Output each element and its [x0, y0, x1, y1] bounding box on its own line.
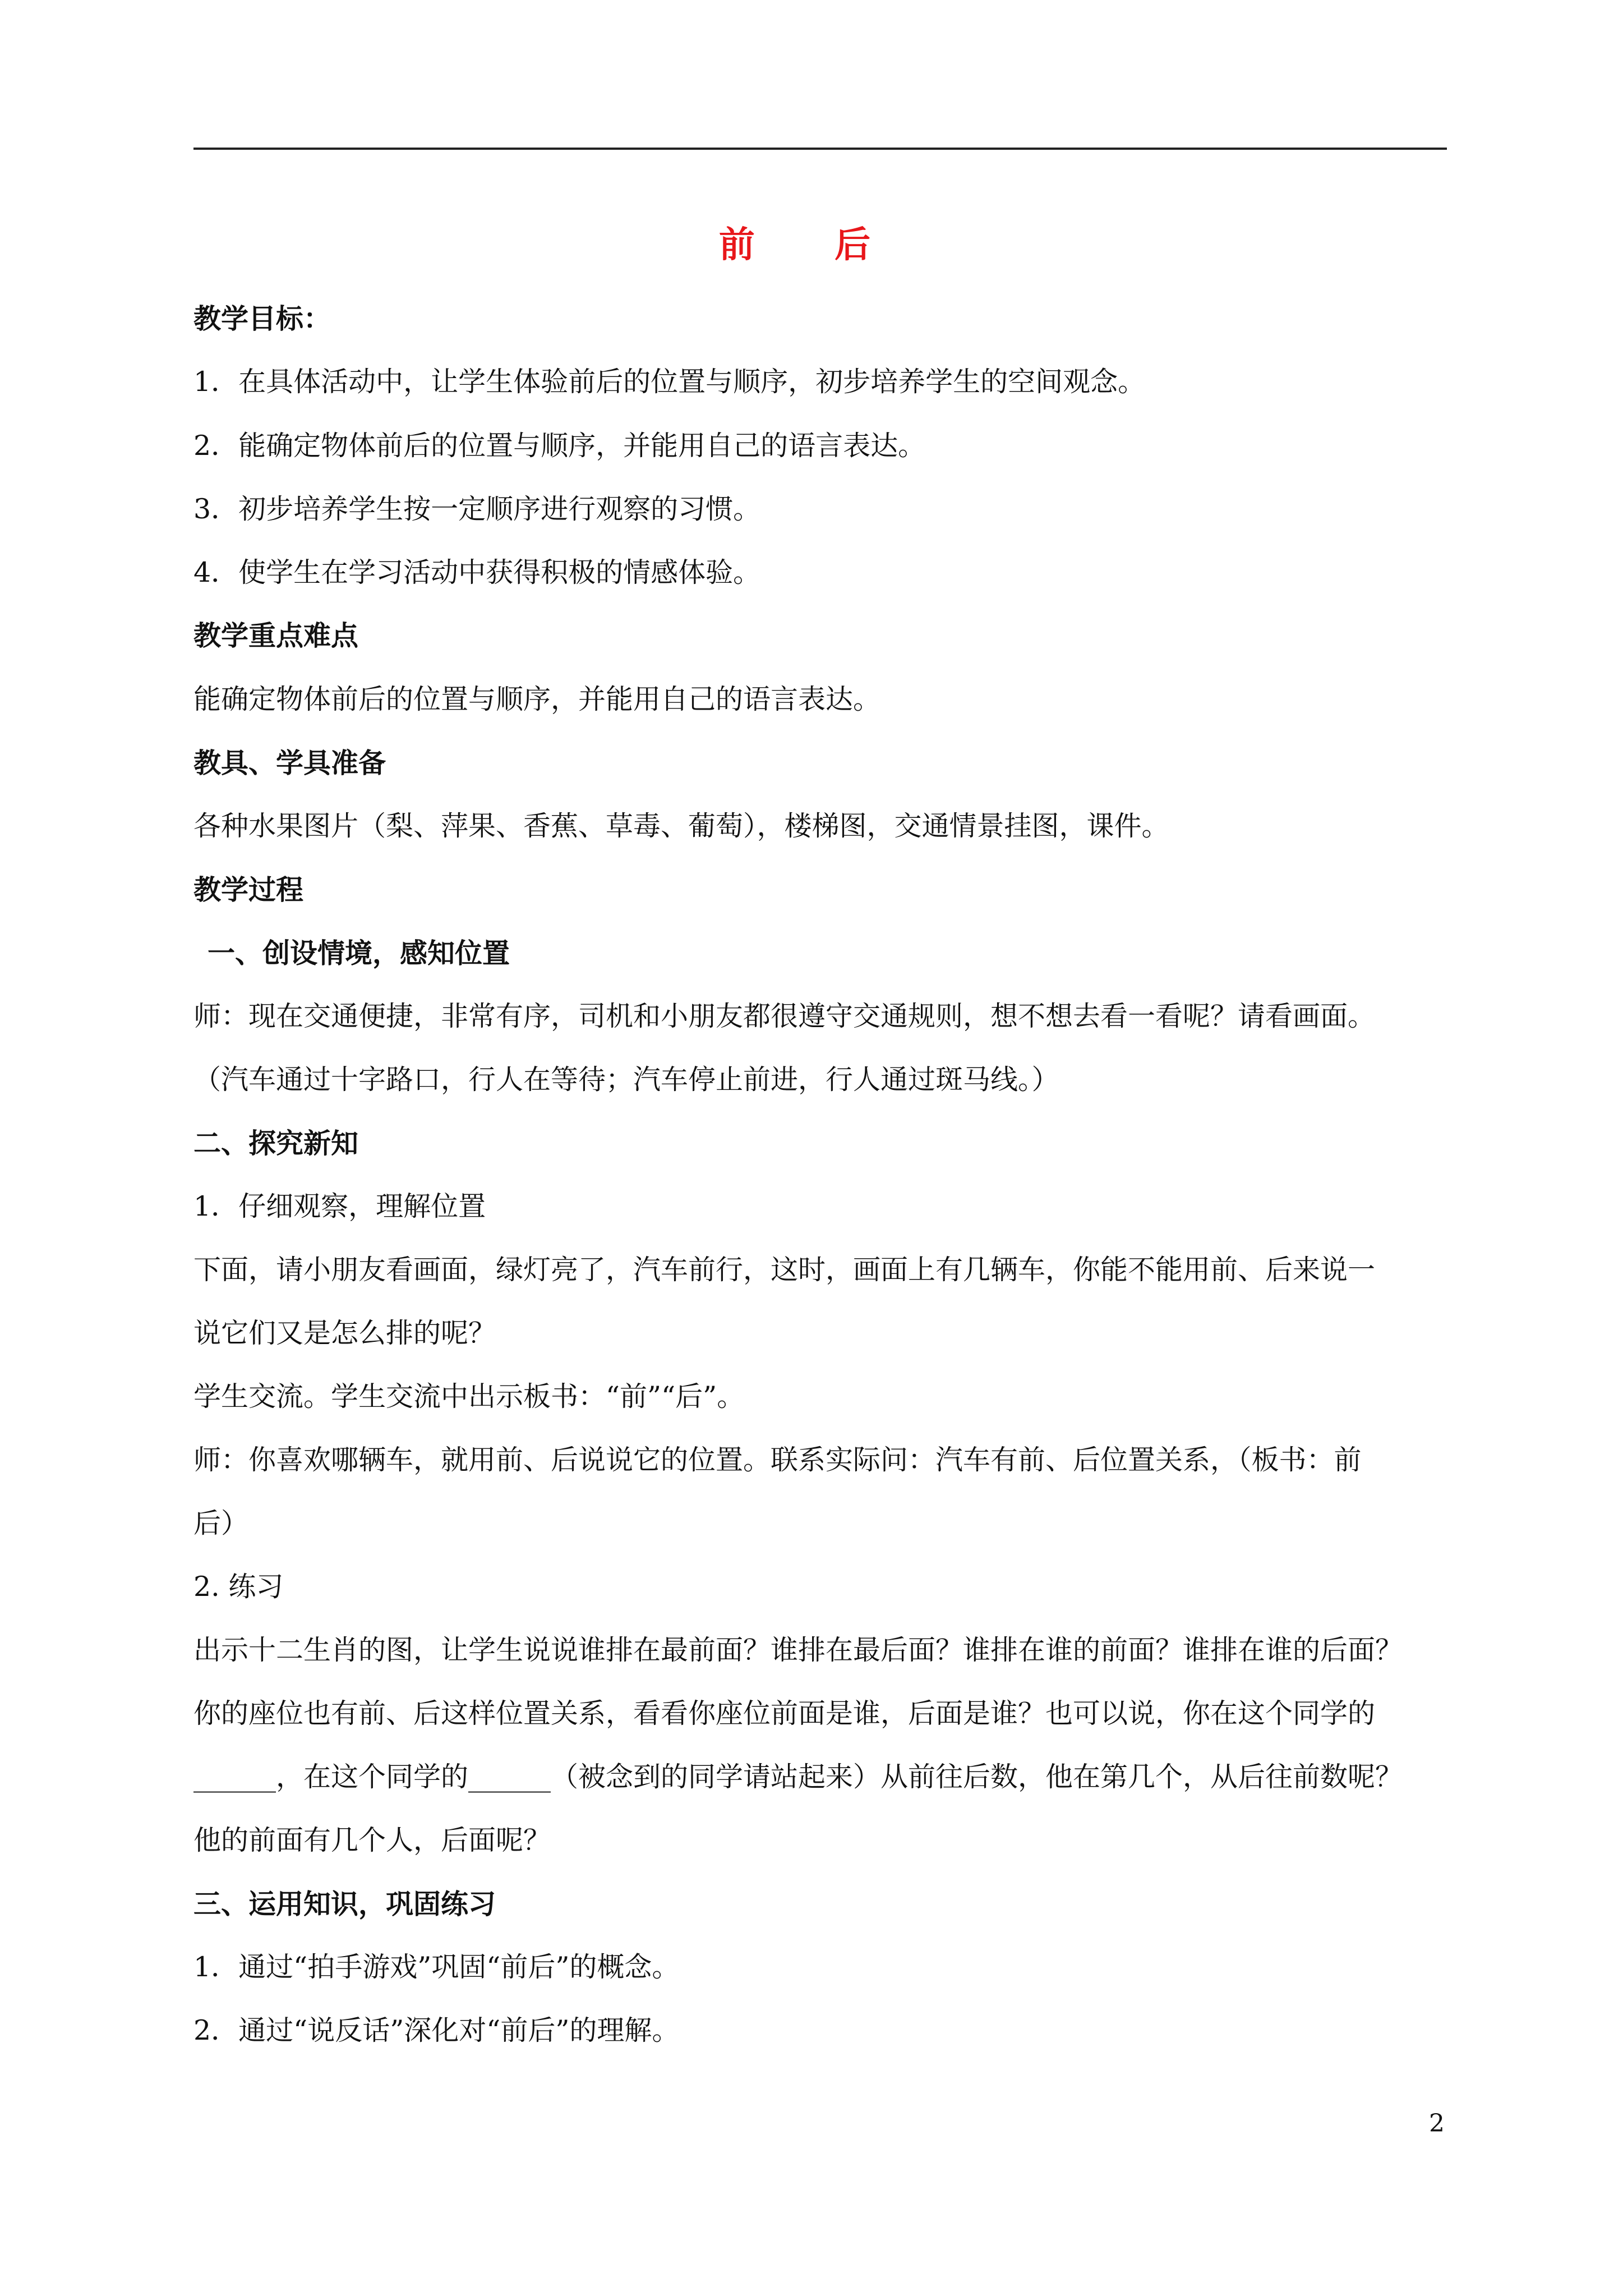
- paragraph: 2．通过“说反话”深化对“前后”的理解。: [193, 2014, 680, 2046]
- section-heading-3: 三、运用知识，巩固练习: [193, 1888, 496, 1920]
- header-rule: [193, 148, 1447, 150]
- heading-objectives: 教学目标：: [193, 302, 331, 335]
- paragraph: ______，在这个同学的______（被念到的同学请站起来）从前往后数，他在第几个，从后往前数呢？: [193, 1761, 1403, 1793]
- paragraph: 2. 练习: [193, 1571, 284, 1603]
- paragraph: 他的前面有几个人，后面呢？: [193, 1824, 551, 1856]
- paragraph: 你的座位也有前、后这样位置关系，看看你座位前面是谁，后面是谁？也可以说，你在这个同学的: [193, 1697, 1376, 1729]
- heading-key-points: 教学重点难点: [193, 619, 359, 652]
- paragraph: 师：现在交通便捷，非常有序，司机和小朋友都很遵守交通规则，想不想去看一看呢？请看画面。: [193, 1000, 1376, 1032]
- paragraph: 1．通过“拍手游戏”巩固“前后”的概念。: [193, 1951, 680, 1983]
- paragraph: 3．初步培养学生按一定顺序进行观察的习惯。: [193, 493, 761, 525]
- paragraph: 后）: [193, 1507, 249, 1539]
- paragraph: 4．使学生在学习活动中获得积极的情感体验。: [193, 556, 761, 588]
- paragraph: （汽车通过十字路口，行人在等待；汽车停止前进，行人通过斑马线。）: [193, 1064, 1059, 1096]
- page-title: 前 后: [718, 224, 905, 266]
- paragraph: 1．在具体活动中，让学生体验前后的位置与顺序，初步培养学生的空间观念。: [193, 366, 1146, 398]
- paragraph: 出示十二生肖的图，让学生说说谁排在最前面？谁排在最后面？谁排在谁的前面？谁排在谁的后面？: [193, 1634, 1403, 1666]
- heading-process: 教学过程: [193, 873, 304, 906]
- paragraph: 1．仔细观察，理解位置: [193, 1190, 486, 1222]
- paragraph: 师：你喜欢哪辆车，就用前、后说说它的位置。联系实际问：汽车有前、后位置关系，（板书：前: [193, 1444, 1362, 1476]
- section-heading-2: 二、探究新知: [193, 1127, 359, 1159]
- paragraph: 说它们又是怎么排的呢？: [193, 1317, 496, 1349]
- paragraph: 学生交流。学生交流中出示板书：“前”“后”。: [193, 1381, 745, 1412]
- heading-materials: 教具、学具准备: [193, 747, 386, 779]
- paragraph: 能确定物体前后的位置与顺序，并能用自己的语言表达。: [193, 683, 881, 715]
- paragraph: 2．能确定物体前后的位置与顺序，并能用自己的语言表达。: [193, 430, 926, 462]
- paragraph: 各种水果图片（梨、萍果、香蕉、草毒、葡萄），楼梯图，交通情景挂图，课件。: [193, 810, 1169, 842]
- section-heading-1: 一、创设情境，感知位置: [208, 937, 510, 969]
- paragraph: 下面，请小朋友看画面，绿灯亮了，汽车前行，这时，画面上有几辆车，你能不能用前、后来说一: [193, 1254, 1376, 1286]
- page-number: 2: [1429, 2109, 1445, 2138]
